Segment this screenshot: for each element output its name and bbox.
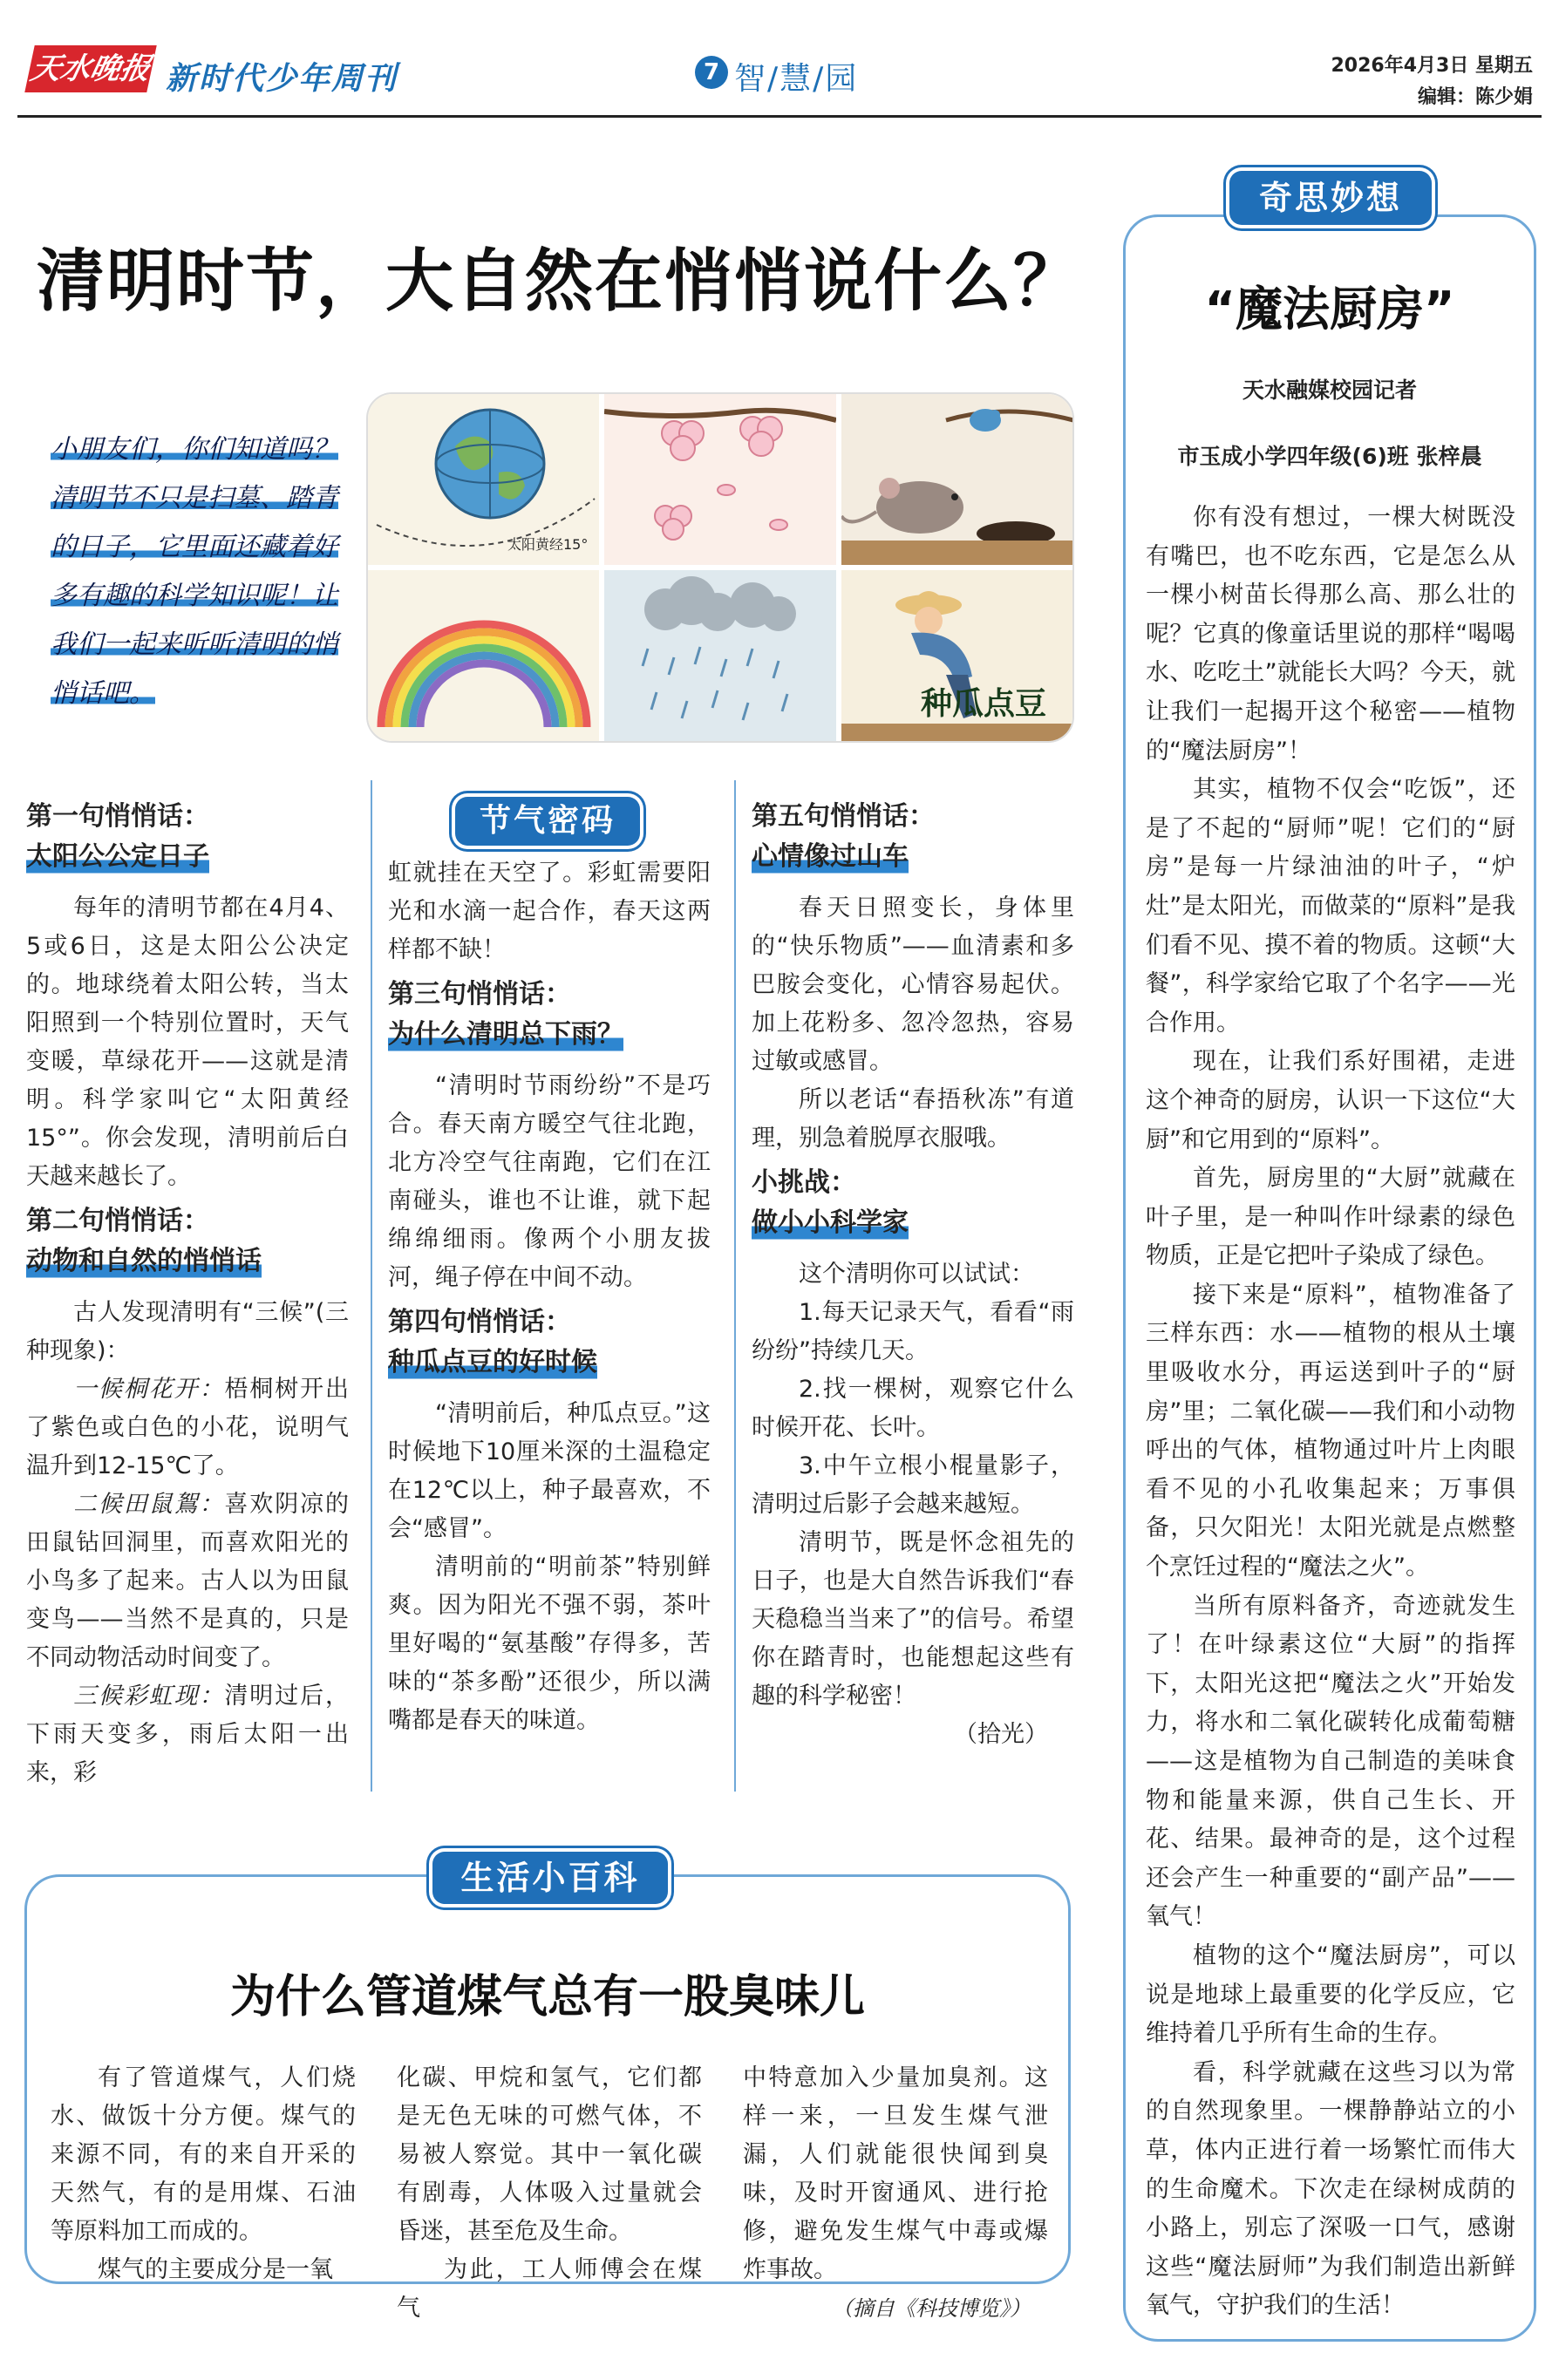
supplement-name: 新时代少年周刊: [166, 61, 398, 97]
challenge-task-1: 1.每天记录天气，看看“雨纷纷”持续几天。: [752, 1299, 1074, 1364]
rainbow-continuation: 虹就挂在天空了。彩虹需要阳光和水滴一起合作，春天这两样都不缺！: [388, 860, 711, 963]
gas-paragraph-3: 为此，工人师傅会在煤气: [397, 2256, 702, 2322]
qingming-illustration: [366, 392, 1074, 743]
gas-odor-headline: 为什么管道煤气总有一股臭味儿: [229, 1971, 865, 2023]
whisper-1-heading: 第一句悄悄话：: [26, 801, 209, 832]
whisper-5-subheading: 心情像过山车: [752, 837, 909, 877]
article-column-1: [26, 792, 349, 1792]
mk-paragraph-5: 接下来是“原料”，植物准备了三样东西：水——植物的根从土壤里吸收水分，再运送到叶子的“厨房”里；二氧化碳——我们和小动物呼出的气体，植物通过叶片上肉眼看不见的小孔收集起来；万事俱备，只欠阳光！太阳光就是点燃整个烹饪过程的“魔法之火”。: [1146, 1281, 1515, 1581]
gas-source: （摘自《科技博览》）: [832, 2296, 1031, 2321]
main-headline: 清明时节，大自然在悄悄说什么？: [37, 242, 1084, 321]
mk-paragraph-4: 首先，厨房里的“大厨”就藏在叶子里，是一种叫作叶绿素的绿色物质，正是它把叶子染成了绿色。: [1146, 1165, 1515, 1270]
whisper-3-heading: 第三句悄悄话：: [388, 979, 571, 1010]
hou-3-name: 三候彩虹现：: [73, 1683, 225, 1710]
whisper-5-text: 春天日照变长，身体里的“快乐物质”——血清素和多巴胺会变化，心情容易起伏。加上花粉多、忽冷忽热，容易过敏或感冒。: [752, 894, 1074, 1075]
gas-paragraph-1: 有了管道煤气，人们烧水、做饭十分方便。煤气的来源不同，有的来自开采的天然气，有的是用煤、石油等原料加工而成的。: [51, 2064, 356, 2245]
hou-2-name: 二候田鼠鴽：: [73, 1491, 225, 1518]
earth-orbit-panel: [368, 394, 599, 565]
intro-text: 小朋友们，你们知道吗？清明节不只是扫墓、踏青的日子，它里面还藏着好多有趣的科学知识呢！让我们一起来听听清明的悄悄话吧。: [51, 434, 338, 709]
mk-paragraph-2: 其实，植物不仅会“吃饭”，还是了不起的“厨师”呢！它们的“厨房”是每一片绿油油的叶子，“炉灶”是太阳光，而做菜的“原料”是我们看不见、摸不着的物质。这顿“大餐”，科学家给它取了个名字——光合作用。: [1146, 776, 1515, 1037]
mk-paragraph-6: 当所有原料备齐，奇迹就发生了！在叶绿素这位“大厨”的指挥下，太阳光这把“魔法之火”开始发力，将水和二氧化碳转化成葡萄糖——这是植物为自己制造的美味食物和能量来源，供自己生长、开花、结果。最神奇的是，这个过程还会产生一种重要的“副产品”——氧气！: [1146, 1592, 1515, 1931]
tung-blossom-panel: [604, 394, 835, 565]
hou-2-text: 喜欢阴凉的田鼠钻回洞里，而喜欢阳光的小鸟多了起来。古人以为田鼠变鸟——当然不是真的，只是不同动物活动时间变了。: [26, 1491, 350, 1671]
whisper-5-heading: 第五句悄悄话：: [752, 801, 935, 832]
mk-paragraph-8: 看，科学就藏在这些习以为常的自然现象里。一棵静静站立的小草，体内正进行着一场繁忙而伟大的生命魔术。下次走在绿树成荫的小路上，别忘了深吸一口气，感谢这些“魔法厨师”为我们制造出新鲜氧气，守护我们的生活！: [1146, 2058, 1515, 2320]
gas-paragraph-2-cont: 化碳、甲烷和氢气，它们都是无色无味的可燃气体，不易被人察觉。其中一氧化碳有剧毒，人体吸入过量就会昏迷，甚至危及生命。: [397, 2064, 702, 2245]
three-hou-intro: 古人发现清明有“三候”(三种现象)：: [26, 1299, 349, 1364]
whisper-3-subheading: 为什么清明总下雨？: [388, 1015, 623, 1055]
column-divider-1: [371, 780, 372, 1792]
issue-date: 2026年4月3日 星期五: [1331, 55, 1533, 77]
challenge-intro: 这个清明你可以试试：: [799, 1261, 1034, 1288]
sprout-label: 种瓜点豆: [920, 686, 1046, 722]
editor-credit: 编辑：陈少娟: [1417, 86, 1533, 108]
gas-column-2: [397, 2059, 702, 2328]
whisper-4-heading: 第四句悄悄话：: [388, 1307, 571, 1337]
magic-kitchen-text: [1146, 499, 1515, 2326]
life-encyclopedia-badge: 生活小百科: [432, 1852, 668, 1904]
rain-cloud-icon: [604, 570, 835, 741]
challenge-heading: 小挑战：: [752, 1167, 856, 1198]
article-column-3: [752, 792, 1074, 1754]
sun-longitude-label: 太阳黄经15°: [507, 536, 589, 553]
page-name: 智/慧/园: [734, 61, 859, 97]
blossom-icon: [604, 394, 835, 565]
whisper-2-subheading: 动物和自然的悄悄话: [26, 1241, 262, 1282]
page-number-badge: 7: [695, 56, 728, 89]
header-divider: [17, 115, 1542, 118]
planting-panel: [841, 570, 1072, 741]
hou-2: [26, 1486, 349, 1677]
student-credit: 市玉成小学四年级(6)班 张梓晨: [1177, 444, 1482, 469]
newspaper-logo: 天水晚报: [24, 45, 156, 92]
hou-3: [26, 1677, 349, 1792]
gas-column-3: [743, 2059, 1048, 2328]
challenge-task-2: 2.找一棵树，观察它什么时候开花、长叶。: [752, 1376, 1074, 1441]
magic-kitchen-title: “魔法厨房”: [1204, 282, 1455, 337]
hou-1: [26, 1370, 349, 1486]
whisper-4-text: “清明前后，种瓜点豆。”这时候地下10厘米深的土温稳定在12℃以上，种子最喜欢，不会“感冒”。: [388, 1400, 711, 1542]
mingqian-tea-text: 清明前的“明前茶”特别鲜爽。因为阳光不强不弱，茶叶里好喝的“氨基酸”存得多，苦味的“茶多酚”还很少，所以满嘴都是春天的味道。: [388, 1554, 711, 1734]
closing-paragraph: 清明节，既是怀念祖先的日子，也是大自然告诉我们“春天稳稳当当来了”的信号。希望你在踏青时，也能想起这些有趣的科学秘密！: [752, 1529, 1074, 1710]
hou-1-name: 一候桐花开：: [73, 1376, 225, 1403]
article-column-2: [388, 854, 711, 1740]
rainbow-panel: [368, 570, 599, 741]
challenge-subheading: 做小小科学家: [752, 1203, 909, 1243]
reporter-credit: 天水融媒校园记者: [1242, 377, 1417, 403]
intro-paragraph: [51, 425, 347, 718]
gas-paragraph-3-cont: 中特意加入少量加臭剂。这样一来，一旦发生煤气泄漏，人们就能很快闻到臭味，及时开窗通风、进行抢修，避免发生煤气中毒或爆炸事故。: [743, 2064, 1048, 2283]
gas-column-1: [51, 2059, 356, 2289]
whisper-4-subheading: 种瓜点豆的好时候: [388, 1343, 597, 1383]
challenge-task-3: 3.中午立根小棍量影子，清明过后影子会越来越短。: [752, 1452, 1074, 1518]
hou-1-text: 梧桐树开出了紫色或白色的小花，说明气温升到12-15℃了。: [26, 1376, 350, 1479]
author-signature: （拾光）: [954, 1721, 1048, 1748]
solar-term-code-badge: 节气密码: [455, 797, 640, 846]
hou-3-text: 清明过后，下雨天变多，雨后太阳一出来，彩: [26, 1683, 350, 1786]
rainbow-icon: [368, 570, 599, 741]
column-divider-2: [734, 780, 736, 1792]
whisper-3-text: “清明时节雨纷纷”不是巧合。春天南方暖空气往北跑，北方冷空气往南跑，它们在江南碰头，谁也不让谁，就下起绵绵细雨。像两个小朋友拔河，绳子停在中间不动。: [388, 1072, 711, 1291]
whisper-1-text: 每年的清明节都在4月4、5或6日，这是太阳公公决定的。地球绕着太阳公转，当太阳照到一个特别位置时，天气变暖，草绿花开——这就是清明。科学家叫它“太阳黄经15°”。你会发现，清明前后白天越来越长了。: [26, 894, 349, 1190]
rain-panel: [604, 570, 835, 741]
mk-paragraph-1: 你有没有想过，一棵大树既没有嘴巴，也不吃东西，它是怎么从一棵小树苗长得那么高、那么壮的呢？它真的像童话里说的那样“喝喝水、吃吃土”就能长大吗？今天，就让我们一起揭开这个秘密——植物的“魔法厨房”！: [1146, 504, 1515, 765]
gas-paragraph-2: 煤气的主要成分是一氧: [98, 2256, 333, 2283]
field-mouse-bird-panel: [841, 394, 1072, 565]
spring-clothing-tip: 所以老话“春捂秋冻”有道理，别急着脱厚衣服哦。: [752, 1086, 1074, 1152]
mk-paragraph-3: 现在，让我们系好围裙，走进这个神奇的厨房，认识一下这位“大厨”和它用到的“原料”。: [1146, 1048, 1515, 1153]
mouse-bird-icon: [841, 394, 1072, 565]
whisper-1-subheading: 太阳公公定日子: [26, 837, 209, 877]
whisper-2-heading: 第二句悄悄话：: [26, 1206, 209, 1236]
mk-paragraph-7: 植物的这个“魔法厨房”，可以说是地球上最重要的化学反应，它维持着几乎所有生命的生存。: [1146, 1941, 1515, 2048]
imagination-badge: 奇思妙想: [1229, 171, 1432, 225]
